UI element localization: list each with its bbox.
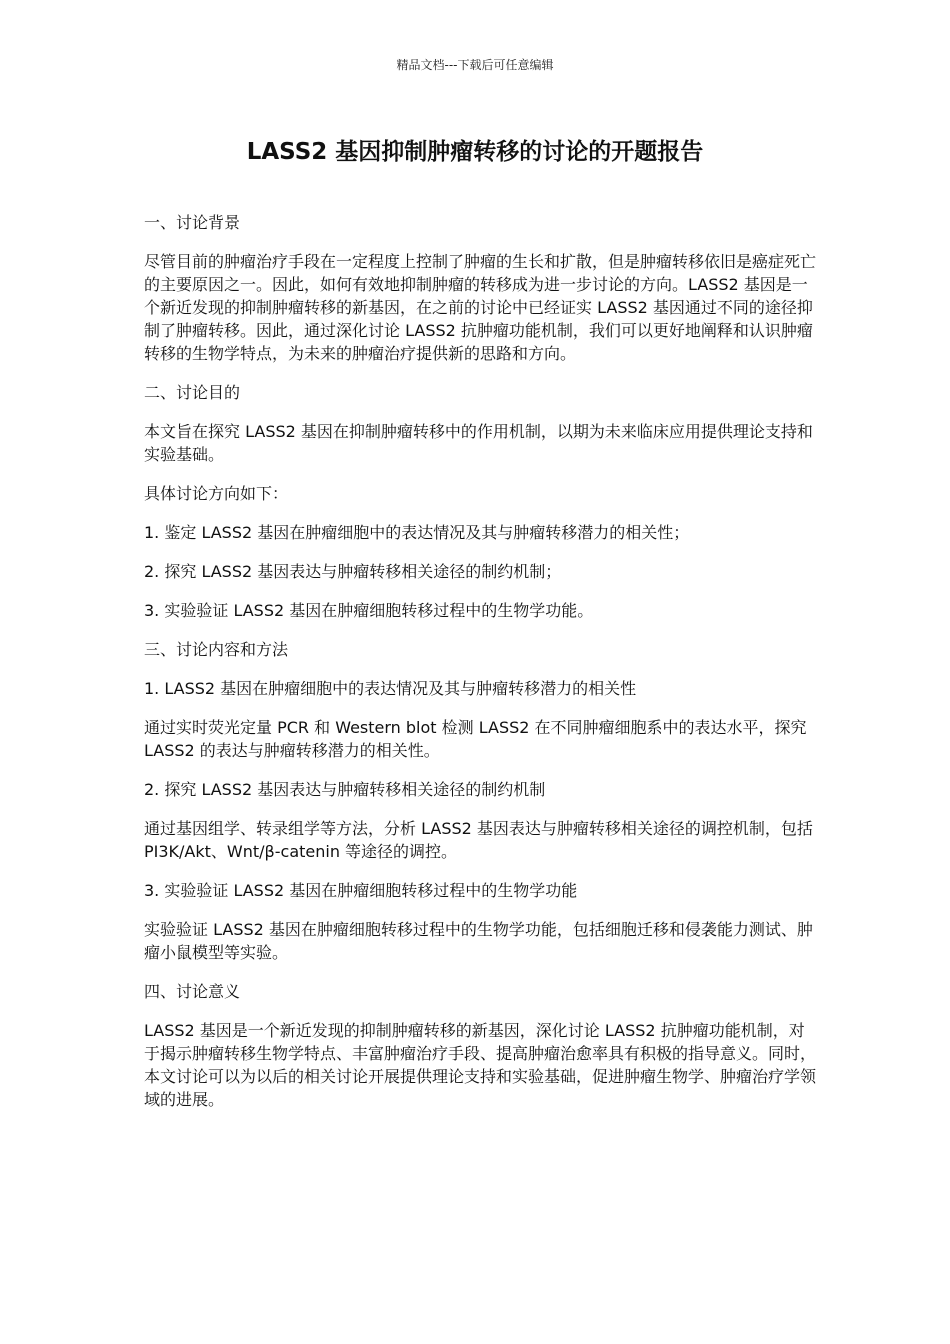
section-purpose [144, 381, 816, 622]
subheading: 1. LASS2 基因在肿瘤细胞中的表达情况及其与肿瘤转移潜力的相关性 [144, 679, 637, 698]
section-heading: 二、讨论目的 [144, 383, 241, 402]
section-heading: 四、讨论意义 [144, 982, 241, 1001]
section-significance [144, 980, 816, 1111]
document-body [144, 211, 816, 1127]
paragraph: LASS2 基因是一个新近发现的抑制肿瘤转移的新基因，深化讨论 LASS2 抗肿瘤功能机制，对于揭示肿瘤转移生物学特点、丰富肿瘤治疗手段、提高肿瘤治愈率具有积极的指导意义。同时，本文讨论可以为以后的相关讨论开展提供理论支持和实验基础，促进肿瘤生物学、肿瘤治疗学领域的进展。 [144, 1021, 817, 1109]
paragraph: 通过基因组学、转录组学等方法，分析 LASS2 基因表达与肿瘤转移相关途径的调控机制，包括 PI3K/Akt、Wnt/β-catenin 等途径的调控。 [144, 819, 813, 861]
page-header: 精品文档---下载后可任意编辑 [396, 58, 554, 72]
section-content-methods [144, 638, 816, 964]
paragraph: 通过实时荧光定量 PCR 和 Western blot 检测 LASS2 在不同肿瘤细胞系中的表达水平，探究 LASS2 的表达与肿瘤转移潜力的相关性。 [144, 718, 807, 760]
section-heading: 三、讨论内容和方法 [144, 640, 289, 659]
paragraph: 实验验证 LASS2 基因在肿瘤细胞转移过程中的生物学功能，包括细胞迁移和侵袭能力测试、肿瘤小鼠模型等实验。 [144, 920, 813, 962]
list-item: 1. 鉴定 LASS2 基因在肿瘤细胞中的表达情况及其与肿瘤转移潜力的相关性； [144, 523, 690, 542]
paragraph: 具体讨论方向如下： [144, 484, 289, 503]
list-item: 3. 实验验证 LASS2 基因在肿瘤细胞转移过程中的生物学功能。 [144, 601, 594, 620]
section-heading: 一、讨论背景 [144, 213, 241, 232]
paragraph: 尽管目前的肿瘤治疗手段在一定程度上控制了肿瘤的生长和扩散，但是肿瘤转移依旧是癌症死亡的主要原因之一。因此，如何有效地抑制肿瘤的转移成为进一步讨论的方向。LASS2 基因是一个新近发现的抑制肿瘤转移的新基因，在之前的讨论中已经证实 LASS2 基因通过不同的途径抑制了肿瘤转移。因此，通过深化讨论 LASS2 抗肿瘤功能机制，我们可以更好地阐释和认识肿瘤转移的生物学特点，为未来的肿瘤治疗提供新的思路和方向。 [144, 252, 817, 363]
subheading: 2. 探究 LASS2 基因表达与肿瘤转移相关途径的制约机制 [144, 780, 546, 799]
document-title: LASS2 基因抑制肿瘤转移的讨论的开题报告 [246, 139, 704, 165]
subheading: 3. 实验验证 LASS2 基因在肿瘤细胞转移过程中的生物学功能 [144, 881, 578, 900]
paragraph: 本文旨在探究 LASS2 基因在抑制肿瘤转移中的作用机制，以期为未来临床应用提供理论支持和实验基础。 [144, 422, 813, 464]
section-background [144, 211, 816, 365]
list-item: 2. 探究 LASS2 基因表达与肿瘤转移相关途径的制约机制； [144, 562, 562, 581]
